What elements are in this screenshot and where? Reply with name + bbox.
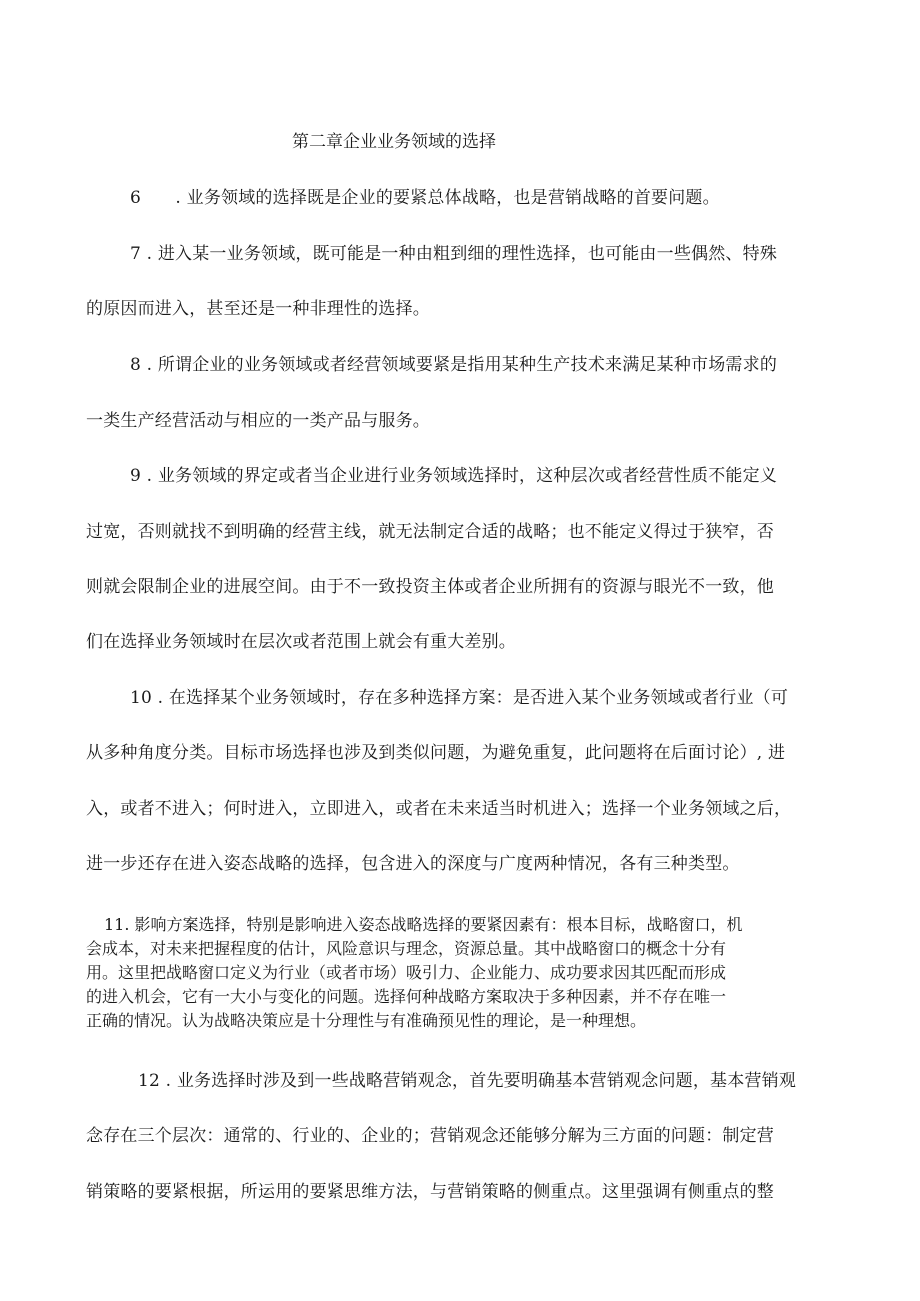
paragraph-12-line-3: 销策略的要紧根据，所运用的要紧思维方法，与营销策略的侧重点。这里强调有侧重点的整: [86, 1182, 774, 1202]
paragraph-9-line-1: 9 . 业务领域的界定或者当企业进行业务领域选择时，这种层次或者经营性质不能定义: [130, 466, 778, 486]
paragraph-10-line-1: 10 . 在选择某个业务领域时，存在多种选择方案：是否进入某个业务领域或者行业（可: [130, 688, 789, 708]
paragraph-10-line-3: 入，或者不进入；何时进入，立即进入，或者在未来适当时机进入；选择一个业务领域之后，: [86, 799, 792, 819]
paragraph-9-line-2: 过宽，否则就找不到明确的经营主线，就无法制定合适的战略；也不能定义得过于狭窄，否: [86, 522, 774, 542]
paragraph-10-line-4: 进一步还存在进入姿态战略的选择，包含进入的深度与广度两种情况，各有三种类型。: [86, 854, 740, 874]
paragraph-11-line-4: 的进入机会，它有一大小与变化的问题。选择何种战略方案取决于多种因素，并不存在唯一: [86, 987, 727, 1006]
paragraph-12-line-1: 12 . 业务选择时涉及到一些战略营销观念，首先要明确基本营销观念问题，基本营销观: [138, 1071, 797, 1091]
paragraph-11-line-1: 11. 影响方案选择，特别是影响进入姿态战略选择的要紧因素有：根本目标，战略窗口，机: [104, 915, 743, 934]
paragraph-9-line-3: 则就会限制企业的进展空间。由于不一致投资主体或者企业所拥有的资源与眼光不一致，他: [86, 577, 774, 597]
paragraph-7-line-2: 的原因而进入，甚至还是一种非理性的选择。: [86, 299, 430, 319]
paragraph-8-line-1: 8 . 所谓企业的业务领域或者经营领域要紧是指用某种生产技术来满足某种市场需求的: [130, 355, 778, 375]
paragraph-11-line-3: 用。这里把战略窗口定义为行业（或者市场）吸引力、企业能力、成功要求因其匹配而形成: [86, 963, 727, 982]
paragraph-11-line-5: 正确的情况。认为战略决策应是十分理性与有准确预见性的理论，是一种理想。: [86, 1011, 647, 1030]
chapter-title: 第二章企业业务领域的选择: [292, 132, 496, 152]
paragraph-12-line-2: 念存在三个层次：通常的、行业的、企业的；营销观念还能够分解为三方面的问题：制定营: [86, 1126, 774, 1146]
paragraph-10-line-2: 从多种角度分类。目标市场选择也涉及到类似问题，为避免重复，此问题将在后面讨论）, 进: [86, 743, 786, 763]
paragraph-9-line-4: 们在选择业务领域时在层次或者范围上就会有重大差别。: [86, 632, 516, 652]
paragraph-8-line-2: 一类生产经营活动与相应的一类产品与服务。: [86, 411, 430, 431]
paragraph-6-line-1: 6 . 业务领域的选择既是企业的要紧总体战略，也是营销战略的首要问题。: [130, 188, 720, 208]
paragraph-11-line-2: 会成本，对未来把握程度的估计，风险意识与理念，资源总量。其中战略窗口的概念十分有: [86, 939, 727, 958]
paragraph-7-line-1: 7 . 进入某一业务领域，既可能是一种由粗到细的理性选择，也可能由一些偶然、特殊: [130, 244, 778, 264]
